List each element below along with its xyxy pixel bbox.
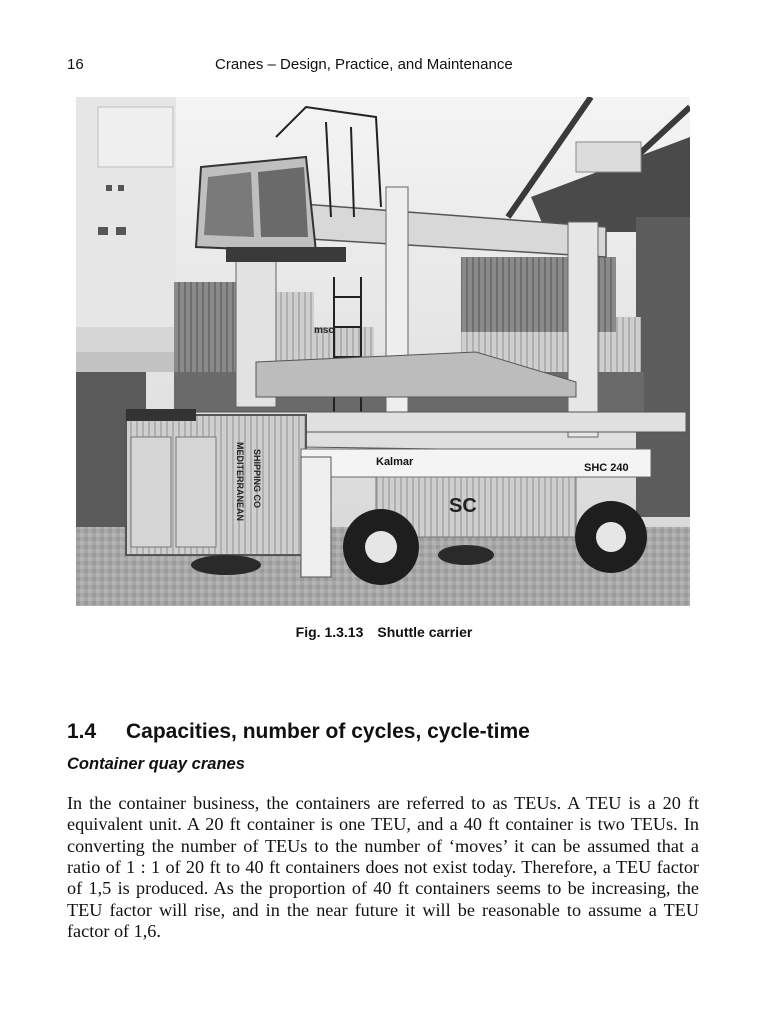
section-title: Capacities, number of cycles, cycle-time (126, 720, 530, 743)
figure-photo (76, 97, 690, 606)
caption-number: Fig. 1.3.13 (295, 624, 364, 640)
page-header (67, 56, 701, 76)
msc-logo: SC (449, 495, 477, 517)
shuttle-carrier-photo (76, 97, 690, 606)
caption-text: Shuttle carrier (377, 624, 473, 640)
subsection-heading: Container quay cranes (67, 755, 245, 773)
body-paragraph: In the container business, the containers are referred to as TEUs. A TEU is a 20 ft equivalent unit. A 20 ft container is one TEU, and a 40 ft container is two TEUs. In converting the number of TEUs to the number of ‘moves’ it can be assumed that a ratio of 1 : 1 of 20 ft to 40 ft containers does not exist today. Therefore, a TEU factor of 1,5 is produced. As the proportion of 40 ft containers seems to be increasing, the TEU factor will rise, and in the near future it will be reasonable to assume a TEU factor of 1,6. (67, 793, 699, 941)
model-label: SHC 240 (584, 462, 629, 474)
brand-label: Kalmar (376, 456, 414, 468)
container (126, 409, 306, 555)
msc-small-logo: msc (314, 325, 335, 336)
figure-caption (0, 624, 768, 640)
container-label-shipping-co: SHIPPING CO (252, 449, 262, 509)
page-number: 16 (67, 56, 84, 73)
running-title: Cranes – Design, Practice, and Maintenance (215, 56, 513, 73)
container-label-mediterranean: MEDITERRANEAN (235, 442, 245, 522)
section-heading (67, 720, 707, 744)
section-number: 1.4 (67, 720, 97, 743)
